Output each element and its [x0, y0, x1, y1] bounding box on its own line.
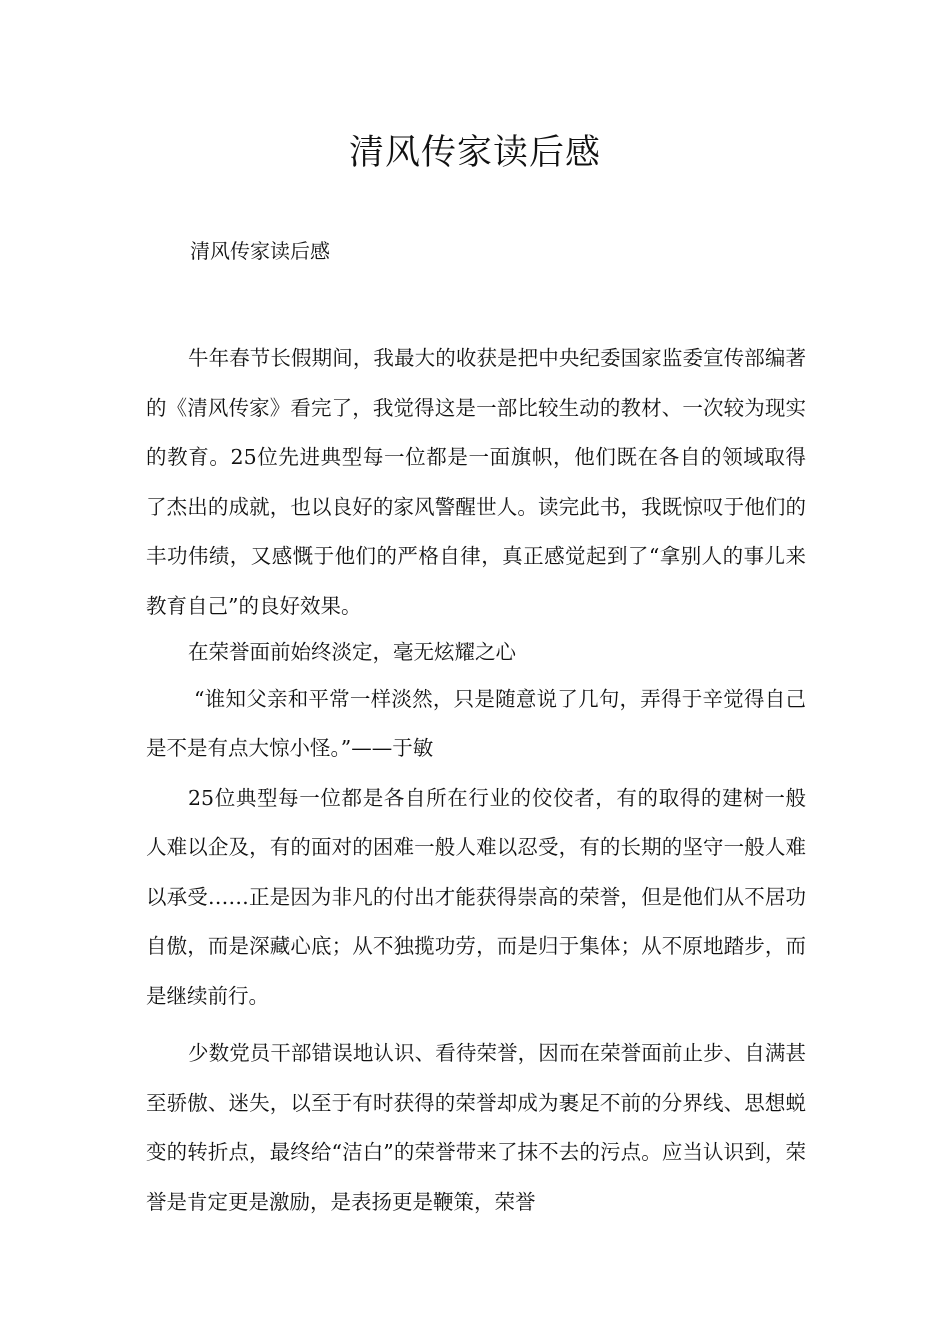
- paragraph-models: 25位典型每一位都是各自所在行业的佼佼者，有的取得的建树一般人难以企及，有的面对的困难一般人难以忍受，有的长期的坚守一般人难以承受……正是因为非凡的付出才能获得崇高的荣誉，但是他们从不居功自傲，而是深藏心底；从不独揽功劳，而是归于集体；从不原地踏步，而是继续前行。: [146, 785, 806, 1008]
- document-title: 清风传家读后感: [348, 133, 601, 173]
- paragraph-intro: 牛年春节长假期间，我最大的收获是把中央纪委国家监委宣传部编著的《清风传家》看完了，我觉得这是一部比较生动的教材、一次较为现实的教育。25位先进典型每一位都是一面旗帜，他们既在各自的领域取得了杰出的成就，也以良好的家风警醒世人。读完此书，我既惊叹于他们的丰功伟绩，又感慨于他们的严格自律，真正感觉起到了“拿别人的事儿来教育自己”的良好效果。: [146, 346, 806, 618]
- paragraph-honor: 少数党员干部错误地认识、看待荣誉，因而在荣誉面前止步、自满甚至骄傲、迷失，以至于有时获得的荣誉却成为裹足不前的分界线、思想蜕变的转折点，最终给“洁白”的荣誉带来了抹不去的污点。应当认识到，荣誉是肯定更是激励，是表扬更是鞭策，荣誉: [146, 1041, 806, 1214]
- quote-paragraph: “谁知父亲和平常一样淡然，只是随意说了几句，弄得于辛觉得自己是不是有点大惊小怪。”——于敏: [146, 686, 806, 760]
- section-heading: 在荣誉面前始终淡定，毫无炫耀之心: [188, 640, 516, 664]
- document-body: [146, 334, 806, 1227]
- document-subtitle: 清风传家读后感: [190, 239, 330, 263]
